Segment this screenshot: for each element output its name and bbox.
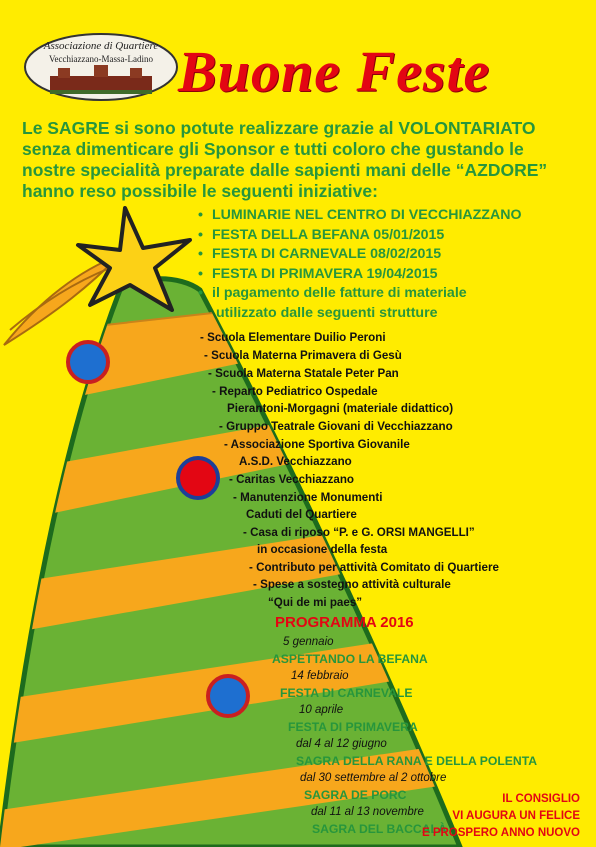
initiative-item: • LUMINARIE NEL CENTRO DI VECCHIAZZANO [198, 206, 588, 226]
structure-line: - Caritas Vecchiazzano [229, 473, 355, 486]
event-name: SAGRA DE PORC [304, 788, 407, 802]
ornament-blue-top [68, 342, 108, 382]
structure-line: Caduti del Quartiere [246, 508, 357, 521]
initiative-item: • FESTA DELLA BEFANA 05/01/2015 [198, 226, 588, 246]
logo-line-1: Associazione di Quartiere [43, 40, 159, 52]
structure-line: - Reparto Pediatrico Ospedale [212, 385, 378, 398]
event-date: dal 30 settembre al 2 ottobre [300, 772, 447, 784]
event-name: SAGRA DELLA RANA E DELLA POLENTA [296, 754, 538, 768]
bullet-icon: • [198, 285, 203, 302]
structure-line: - Scuola Elementare Duilio Peroni [200, 331, 386, 344]
ornament-red [178, 458, 218, 498]
bullet-icon: • [198, 207, 203, 223]
logo-line-2: Vecchiazzano-Massa-Ladino [49, 54, 153, 64]
closing-line: IL CONSIGLIO [502, 793, 580, 805]
ornament-blue-bottom [208, 676, 248, 716]
structure-line: A.S.D. Vecchiazzano [239, 455, 352, 468]
initiative-item: • FESTA DI CARNEVALE 08/02/2015 [198, 245, 588, 265]
structure-line: - Scuola Materna Statale Peter Pan [208, 367, 399, 380]
structure-line: - Manutenzione Monumenti [233, 491, 383, 504]
initiative-item-continuation: utilizzato dalle seguenti strutture [216, 304, 438, 321]
event-name: SAGRA DEL BACCALÀ [312, 822, 447, 836]
event-date: 10 aprile [299, 704, 344, 716]
event-date: 5 gennaio [283, 636, 334, 648]
structure-line: - Scuola Materna Primavera di Gesù [204, 349, 402, 362]
closing-line: VI AUGURA UN FELICE [452, 810, 580, 822]
structure-line: - Gruppo Teatrale Giovani di Vecchiazzano [219, 420, 453, 433]
initiative-item: • FESTA DI PRIMAVERA 19/04/2015 [198, 265, 588, 285]
structure-line: - Associazione Sportiva Giovanile [224, 438, 410, 451]
structure-line: Pierantoni-Morgagni (materiale didattico) [227, 402, 454, 415]
closing-line: E PROSPERO ANNO NUOVO [421, 827, 580, 839]
structure-line: “Qui de mi paes” [268, 596, 363, 609]
initiatives-list [198, 206, 588, 324]
structure-line: - Casa di riposo “P. e G. ORSI MANGELLI” [243, 526, 475, 539]
bullet-icon: • [198, 265, 203, 282]
page-title: Buone Feste [178, 39, 491, 104]
intro-paragraph: Le SAGRE si sono potute realizzare grazie al VOLONTARIATO senza dimenticare gli Sponsor e tutti coloro che gustando le nostre specialità preparate dalle sapienti mani delle “AZDORE” hanno reso possibile le seguenti iniziative: [22, 118, 548, 201]
event-date: dal 4 al 12 giugno [296, 738, 387, 750]
event-name: FESTA DI CARNEVALE [280, 686, 413, 700]
event-name: FESTA DI PRIMAVERA [288, 720, 418, 734]
programme-heading: PROGRAMMA 2016 [275, 614, 414, 631]
structure-line: - Contributo per attività Comitato di Quartiere [249, 561, 499, 574]
bullet-icon: • [198, 226, 203, 243]
event-date: dal 11 al 13 novembre [311, 806, 424, 818]
structure-line: in occasione della festa [257, 543, 388, 556]
structure-line: - Spese a sostegno attività culturale [253, 578, 451, 591]
event-date: 14 febbraio [291, 670, 349, 682]
bullet-icon: • [198, 246, 203, 263]
initiative-item: • il pagamento delle fatture di materiale [198, 284, 588, 304]
event-name: ASPETTANDO LA BEFANA [272, 652, 428, 666]
